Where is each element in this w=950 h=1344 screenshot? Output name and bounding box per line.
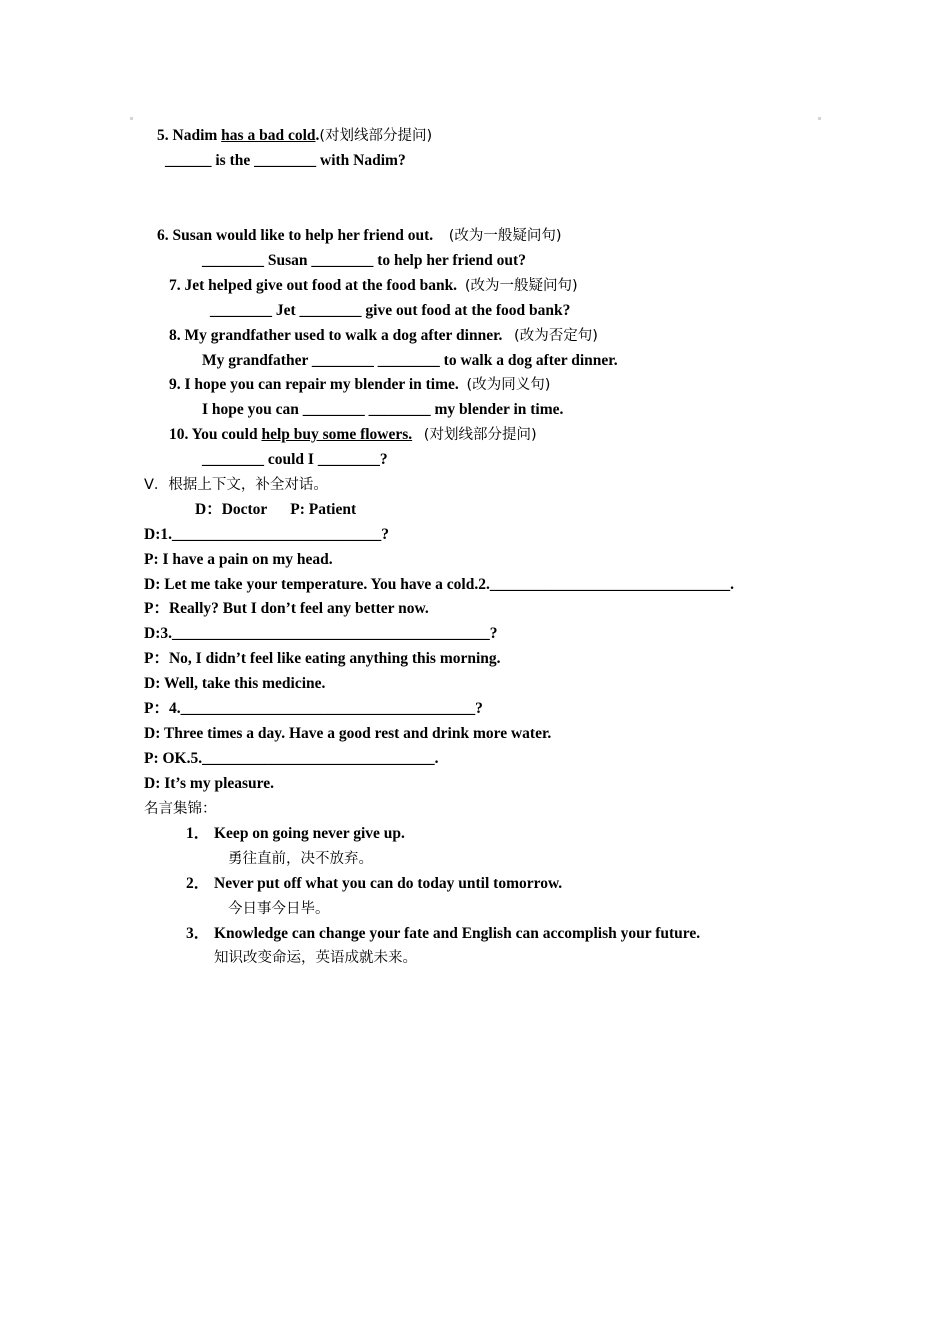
question-6 bbox=[157, 226, 562, 246]
dialogue-line: P：Really? But I don’t feel any better now. bbox=[144, 600, 429, 617]
dialogue-line: D:1.___________________________? bbox=[144, 526, 389, 543]
quote-chinese: 勇往直前，决不放弃。 bbox=[228, 851, 373, 867]
dialogue-line: D: It’s my pleasure. bbox=[144, 775, 275, 792]
q9-note: (改为同义句) bbox=[466, 377, 551, 393]
question-7 bbox=[169, 276, 578, 296]
quotes-heading-text: 名言集锦： bbox=[144, 801, 217, 817]
q5-underlined: has a bad cold bbox=[221, 127, 316, 144]
quote-number: 2． bbox=[186, 875, 210, 892]
q5-rest: . bbox=[315, 127, 320, 144]
q8-note: (改为否定句) bbox=[514, 328, 598, 344]
quote-1-cn bbox=[228, 849, 373, 869]
dialogue-line: D:3._________________________________________? bbox=[144, 625, 498, 642]
quote-english: Never put off what you can do today until tomorrow. bbox=[214, 875, 563, 892]
dialogue-line: D: Let me take your temperature. You have a cold.2._______________________________. bbox=[144, 576, 734, 593]
q5-answer: ______ is the ________ with Nadim? bbox=[165, 152, 406, 169]
dialogue-line: D: Well, take this medicine. bbox=[144, 675, 326, 692]
q10-answer: ________ could I ________? bbox=[202, 451, 388, 468]
q6-answer: ________ Susan ________ to help her friend out? bbox=[202, 252, 526, 269]
quotes-heading bbox=[144, 799, 217, 819]
quote-2 bbox=[186, 874, 562, 894]
question-10 bbox=[169, 425, 537, 445]
dialogue-legend-text: D：Doctor P: Patient bbox=[195, 501, 357, 518]
dialogue-line: P: OK.5.______________________________. bbox=[144, 750, 439, 767]
q8-answer: My grandfather ________ ________ to walk a dog after dinner. bbox=[202, 352, 618, 369]
q5-number: 5. Nadim bbox=[157, 127, 222, 144]
quote-english: Knowledge can change your fate and English can accomplish your future. bbox=[214, 925, 701, 942]
quote-1 bbox=[186, 824, 405, 844]
quote-chinese: 今日事今日毕。 bbox=[228, 901, 330, 917]
q10-underlined: help buy some flowers. bbox=[261, 426, 413, 443]
q10-number: 10. You could bbox=[169, 426, 262, 443]
q9-answer: I hope you can ________ ________ my blender in time. bbox=[202, 401, 564, 418]
q6-note: (改为一般疑问句) bbox=[448, 228, 562, 244]
quote-chinese: 知识改变命运，英语成就未来。 bbox=[214, 950, 417, 966]
corner-mark bbox=[130, 117, 133, 120]
q7-answer: ________ Jet ________ give out food at the food bank? bbox=[210, 302, 571, 319]
quote-number: 1． bbox=[186, 825, 210, 842]
corner-mark bbox=[818, 117, 821, 120]
q8-text: 8. My grandfather used to walk a dog after dinner. bbox=[169, 327, 503, 344]
question-8 bbox=[169, 326, 598, 346]
quote-2-cn bbox=[228, 899, 330, 919]
dialogue-line: D: Three times a day. Have a good rest and drink more water. bbox=[144, 725, 552, 742]
quote-3 bbox=[186, 924, 700, 944]
quote-english: Keep on going never give up. bbox=[214, 825, 405, 842]
dialogue-line: P: I have a pain on my head. bbox=[144, 551, 333, 568]
q10-note: (对划线部分提问) bbox=[423, 427, 537, 443]
section-v-heading bbox=[144, 475, 328, 495]
section-v-heading-text: V．根据上下文，补全对话。 bbox=[144, 477, 328, 493]
quote-3-cn bbox=[214, 948, 417, 968]
q7-note: (改为一般疑问句) bbox=[464, 278, 578, 294]
dialogue-line: P：No, I didn’t feel like eating anything this morning. bbox=[144, 650, 501, 667]
q6-text: 6. Susan would like to help her friend out. bbox=[157, 227, 434, 244]
q9-text: 9. I hope you can repair my blender in time. bbox=[169, 376, 459, 393]
q5-note: (对划线部分提问) bbox=[319, 128, 433, 144]
dialogue-line: P：4.______________________________________? bbox=[144, 700, 483, 717]
question-5 bbox=[157, 126, 432, 146]
question-9 bbox=[169, 375, 550, 395]
q7-text: 7. Jet helped give out food at the food bank. bbox=[169, 277, 458, 294]
dialogue-legend bbox=[195, 500, 356, 520]
quote-number: 3． bbox=[186, 925, 210, 942]
